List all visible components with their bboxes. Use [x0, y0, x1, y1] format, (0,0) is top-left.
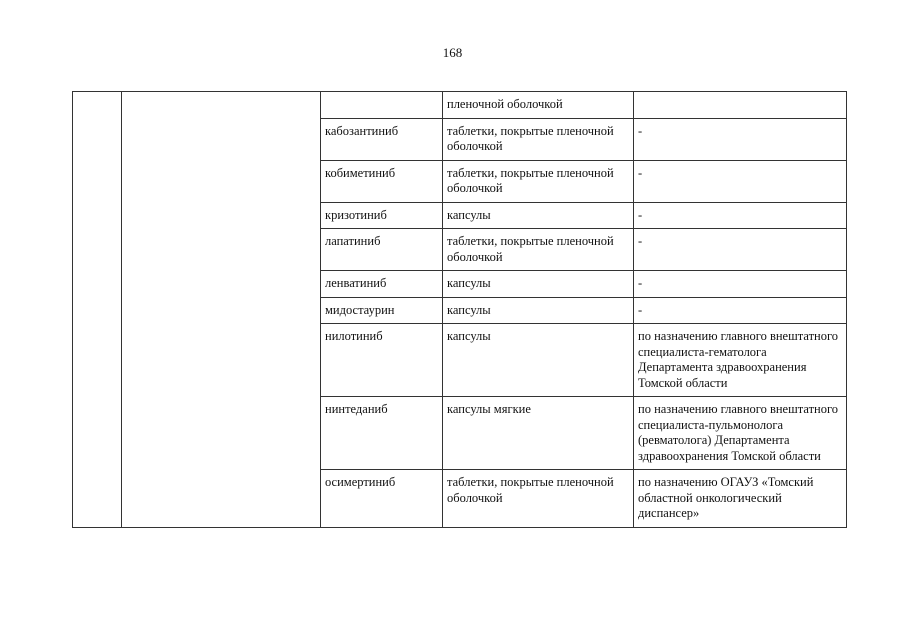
- code-cell: [73, 92, 122, 528]
- drug-name-cell: нилотиниб: [321, 324, 443, 397]
- drug-name-cell: [321, 92, 443, 119]
- dosage-form-cell: пленочной оболочкой: [443, 92, 634, 119]
- drug-name-cell: осимертиниб: [321, 470, 443, 528]
- table-row: [73, 92, 847, 119]
- drug-table: [72, 91, 847, 528]
- note-cell: -: [634, 229, 847, 271]
- group-cell: [122, 92, 321, 528]
- note-cell: -: [634, 202, 847, 229]
- drug-name-cell: ленватиниб: [321, 271, 443, 298]
- drug-name-cell: лапатиниб: [321, 229, 443, 271]
- note-cell: по назначению главного внештатного специалиста-пульмонолога (ревматолога) Департамента здравоохранения Томской области: [634, 397, 847, 470]
- note-cell: по назначению главного внештатного специалиста-гематолога Департамента здравоохранения Томской области: [634, 324, 847, 397]
- dosage-form-cell: таблетки, покрытые пленочной оболочкой: [443, 470, 634, 528]
- drug-name-cell: нинтеданиб: [321, 397, 443, 470]
- note-cell: -: [634, 271, 847, 298]
- drug-name-cell: кризотиниб: [321, 202, 443, 229]
- dosage-form-cell: таблетки, покрытые пленочной оболочкой: [443, 118, 634, 160]
- page-number: 168: [442, 45, 463, 60]
- note-cell: [634, 92, 847, 119]
- dosage-form-cell: капсулы: [443, 324, 634, 397]
- dosage-form-cell: капсулы мягкие: [443, 397, 634, 470]
- note-cell: по назначению ОГАУЗ «Томский областной онкологический диспансер»: [634, 470, 847, 528]
- drug-name-cell: кобиметиниб: [321, 160, 443, 202]
- dosage-form-cell: капсулы: [443, 202, 634, 229]
- drug-name-cell: мидостаурин: [321, 297, 443, 324]
- table-body: [73, 92, 847, 528]
- note-cell: -: [634, 160, 847, 202]
- dosage-form-cell: таблетки, покрытые пленочной оболочкой: [443, 160, 634, 202]
- note-cell: -: [634, 297, 847, 324]
- dosage-form-cell: таблетки, покрытые пленочной оболочкой: [443, 229, 634, 271]
- drug-name-cell: кабозантиниб: [321, 118, 443, 160]
- note-cell: -: [634, 118, 847, 160]
- dosage-form-cell: капсулы: [443, 297, 634, 324]
- dosage-form-cell: капсулы: [443, 271, 634, 298]
